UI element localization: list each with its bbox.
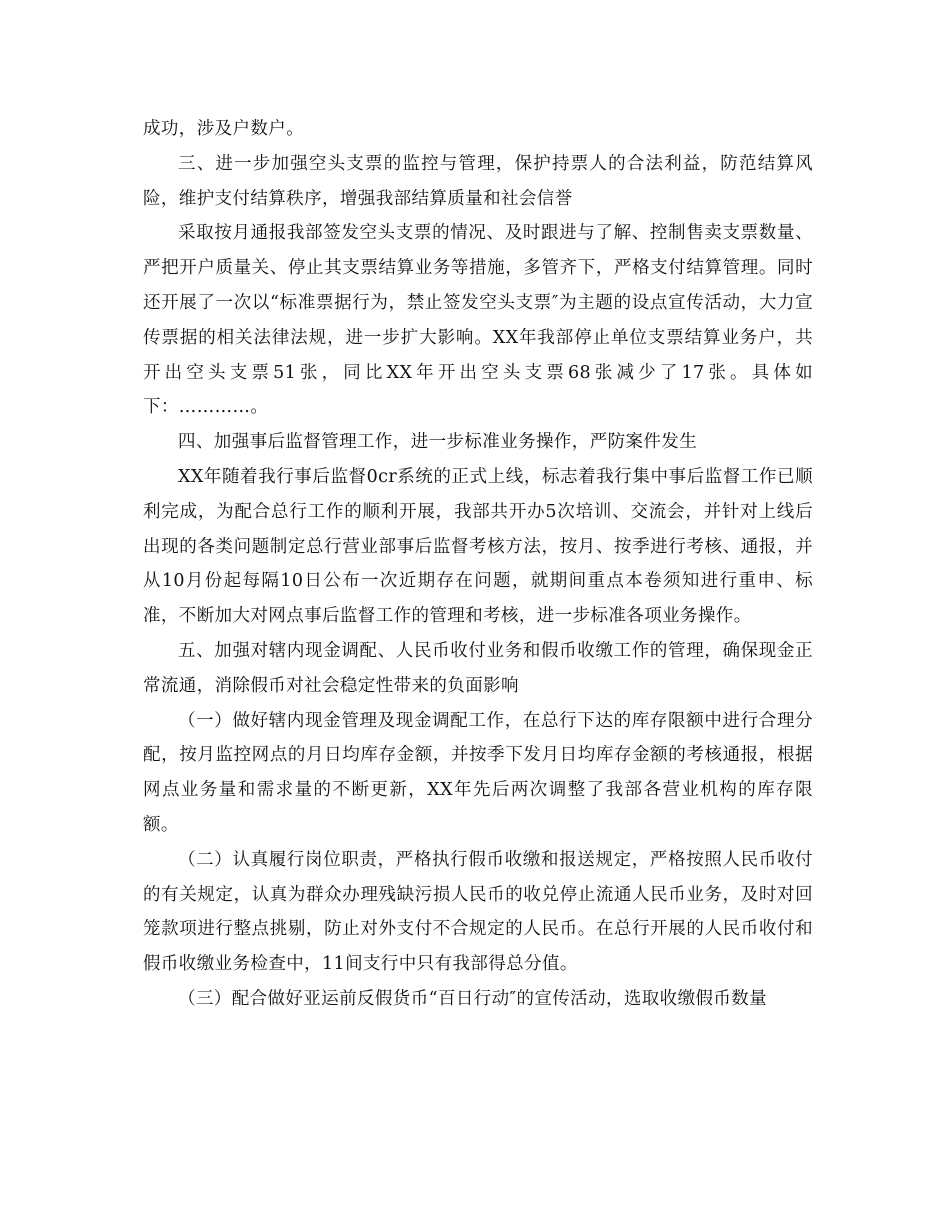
paragraph-section-5-item-3: （三）配合做好亚运前反假货币“百日行动″的宣传活动，选取收缴假币数量: [178, 988, 768, 1009]
paragraph-section-5-item-2: （二）认真履行岗位职责，严格执行假币收缴和报送规定，严格按照人民币收付的有关规定，认真为群众办理残缺污损人民币的收兑停止流通人民币业务，及时对回笼款项进行整点挑剔，防止对外支付不合规定的人民币。在总行开展的人民币收付和假币收缴业务检查中，11间支行中只有我部得总分值。: [143, 849, 813, 975]
section-heading-5: 五、加强对辖内现金调配、人民币收付业务和假币收缴工作的管理，确保现金正常流通，消除假币对社会稳定性带来的负面影响: [143, 640, 813, 696]
document-body: [143, 112, 813, 1017]
paragraph-section-3-body: 采取按月通报我部签发空头支票的情况、及时跟进与了解、控制售卖支票数量、严把开户质量关、停止其支票结算业务等措施，多管齐下，严格支付结算管理。同时还开展了一次以“标准票据行为，禁止签发空头支票″为主题的设点宣传活动，大力宣传票据的相关法律法规，进一步扩大影响。XX年我部停止单位支票结算业务户，共开出空头支票51张，同比XX年开出空头支票68张减少了17张。具体如下：…………。: [143, 223, 813, 418]
section-heading-3: 三、进一步加强空头支票的监控与管理，保护持票人的合法利益，防范结算风险，维护支付结算秩序，增强我部结算质量和社会信誉: [143, 153, 813, 209]
paragraph-continuation: 成功，涉及户数户。: [143, 119, 305, 139]
paragraph-section-5-item-1: （一）做好辖内现金管理及现金调配工作，在总行下达的库存限额中进行合理分配，按月监控网点的月日均库存金额，并按季下发月日均库存金额的考核通报，根据网点业务量和需求量的不断更新，XX年先后两次调整了我部各营业机构的库存限额。: [143, 710, 813, 835]
paragraph-section-4-body: XX年随着我行事后监督0cr系统的正式上线，标志着我行集中事后监督工作已顺利完成，为配合总行工作的顺利开展，我部共开办5次培训、交流会，并针对上线后出现的各类问题制定总行营业部事后监督考核方法，按月、按季进行考核、通报，并从10月份起每隔10日公布一次近期存在问题，就期间重点本卷须知进行重申、标准，不断加大对网点事后监督工作的管理和考核，进一步标准各项业务操作。: [143, 466, 813, 627]
section-heading-4: 四、加强事后监督管理工作，进一步标准业务操作，严防案件发生: [178, 432, 698, 453]
